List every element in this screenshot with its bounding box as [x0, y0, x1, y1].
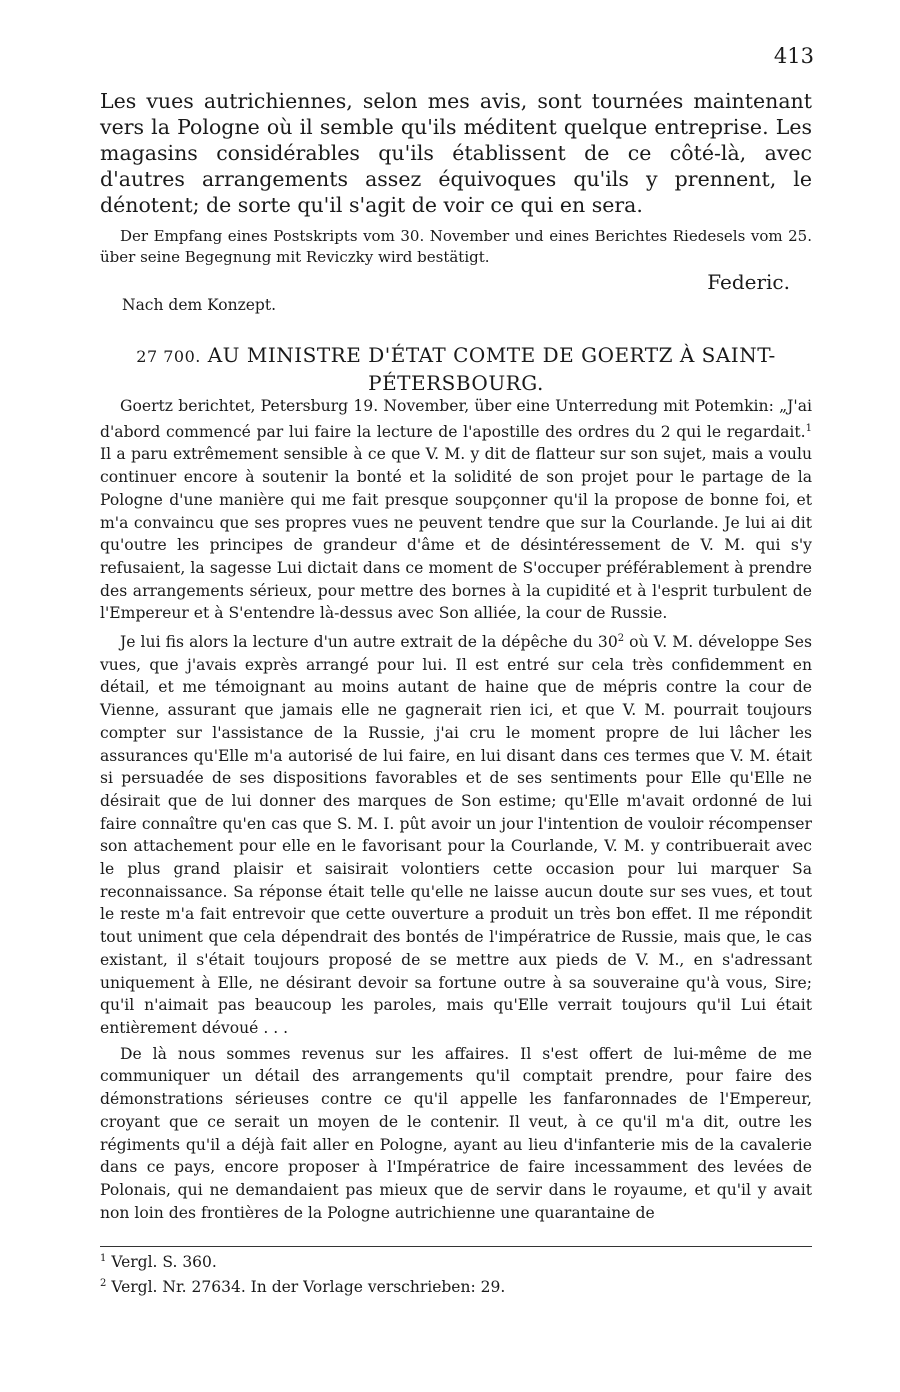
body-paragraph-3: De là nous sommes revenus sur les affaires. Il s'est offert de lui-même de me communiquer un détail des arrangements qu'il comptait prendre, pour faire des démonstrations sérieuses contre ce qu'il appelle les fanfaronnades de l'Empereur, croyant que ce serait un moyen de le contenir. Il veut, à ce qu'il m'a dit, outre les régiments qu'il a déjà fait aller en Pologne, ayant au lieu d'infanterie mis de la cavalerie dans ce pays, encore proposer à l'Impératrice de faire incessamment des levées de Polonais, qui ne demandaient pas mieux que de servir dans le royaume, et qu'il y avait non loin des frontières de la Pologne autrichienne une quarantaine de [100, 1044, 812, 1222]
footnote-1 [100, 1248, 812, 1273]
footnote-1-text: Vergl. S. 360. [111, 1253, 217, 1271]
page-number: 413 [773, 44, 814, 68]
letter-heading [100, 342, 812, 397]
body-paragraph-2-b: où V. M. développe Ses vues, que j'avais exprès arrangé pour lui. Il est entré sur cela très confidemment en détail, et me témoignant au moins autant de haine que de mépris contre la cour de Vienne, assurant que jamais elle ne gagnerait rien ici, et que V. M. pourrait toujours compter sur l'assistance de la Russie, j'ai cru le moment propre de lui lâcher les assurances qu'Elle m'a autorisé de lui faire, en lui disant dans ces termes que V. M. était si persuadée de ses dispositions favorables et de ses sentiments pour Elle qu'Elle ne désirait que de lui donner des marques de Son estime; qu'Elle m'avait ordonné de lui faire connaître qu'en cas que S. M. I. pût avoir un jour l'intention de vouloir récompenser son attachement pour elle en le favorisant pour la Courlande, V. M. y contribuerait avec le plus grand plaisir et saisirait volontiers cette occasion pour lui marquer Sa reconnaissance. Sa réponse était telle qu'elle ne laisse aucun doute sur ses vues, et tout le reste m'a fait entrevoir que cette ouverture a produit un très bon effet. Il me répondit tout uniment que cela dépendrait des bontés de l'impératrice de Russie, mais que, le cas existant, il s'était toujours proposé de se mettre aux pieds de V. M., en s'adressant uniquement à Elle, ne désirant devoir sa fortune outre à sa souveraine qu'à vous, Sire; qu'il n'aimait pas beaucoup les paroles, mais qu'Elle verrait toujours qu'il Lui était entièrement dévoué . . . [100, 633, 812, 1037]
footnote-ref-2[interactable]: 2 [617, 633, 625, 645]
editor-note [100, 226, 812, 267]
body-paragraph-1-a: Goertz berichtet, Petersburg 19. November, über eine Unterredung mit Potemkin: „J'ai d'abord commencé par lui faire la lecture de l'apostille des ordres du 2 qui le regardait. [100, 397, 812, 441]
body-paragraph-1 [100, 395, 812, 625]
signature: Federic. [707, 270, 790, 294]
letter-body [100, 395, 812, 1224]
footnote-2-text: Vergl. Nr. 27634. In der Vorlage verschrieben: 29. [111, 1278, 506, 1296]
lead-paragraph: Les vues autrichiennes, selon mes avis, sont tournées maintenant vers la Pologne où il semble qu'ils méditent quelque entreprise. Les magasins considérables qu'ils établissent de ce côté-là, avec d'autres arrangements assez équivoques qu'ils y prennent, le dénotent; de sorte qu'il s'agit de voir ce qui en sera. [100, 89, 812, 217]
body-paragraph-1-b: Il a paru extrêmement sensible à ce que V. M. y dit de flatteur sur son sujet, mais a voulu continuer encore à soutenir la bonté et la solidité de son projet pour le partage de la Pologne d'une manière qui me fait presque soupçonner qu'il la propose de bonne foi, et m'a convaincu que ses propres vues ne peuvent tendre que sur la Courlande. Je lui ai dit qu'outre les principes de grandeur d'âme et de désintéressement de V. M. qui s'y refusaient, la sagesse Lui dictait dans ce moment de S'occuper préférablement à prendre des arrangements sérieux, pour mettre des bornes à la cupidité et à l'esprit turbulent de l'Empereur et à S'entendre là-dessus avec Son alliée, la cour de Russie. [100, 445, 812, 623]
footnote-divider [100, 1246, 812, 1247]
footnote-ref-1[interactable]: 1 [805, 422, 812, 434]
footnote-2 [100, 1273, 812, 1298]
body-paragraph-2 [100, 628, 812, 1040]
letter-title: AU MINISTRE D'ÉTAT COMTE DE GOERTZ À SAINT-PÉTERSBOURG. [207, 343, 776, 395]
letter-number: 27 700. [136, 347, 201, 366]
source-note: Nach dem Konzept. [122, 296, 277, 314]
footnote-2-mark: 2 [100, 1278, 107, 1289]
footnotes [100, 1248, 812, 1298]
body-paragraph-2-a: Je lui fis alors la lecture d'un autre extrait de la dépêche du 30 [120, 633, 618, 652]
footnote-1-mark: 1 [100, 1253, 107, 1264]
editor-note-text: Der Empfang eines Postskripts vom 30. November und eines Berichtes Riedesels vom 25. über seine Begegnung mit Reviczky wird bestätigt. [100, 227, 812, 266]
